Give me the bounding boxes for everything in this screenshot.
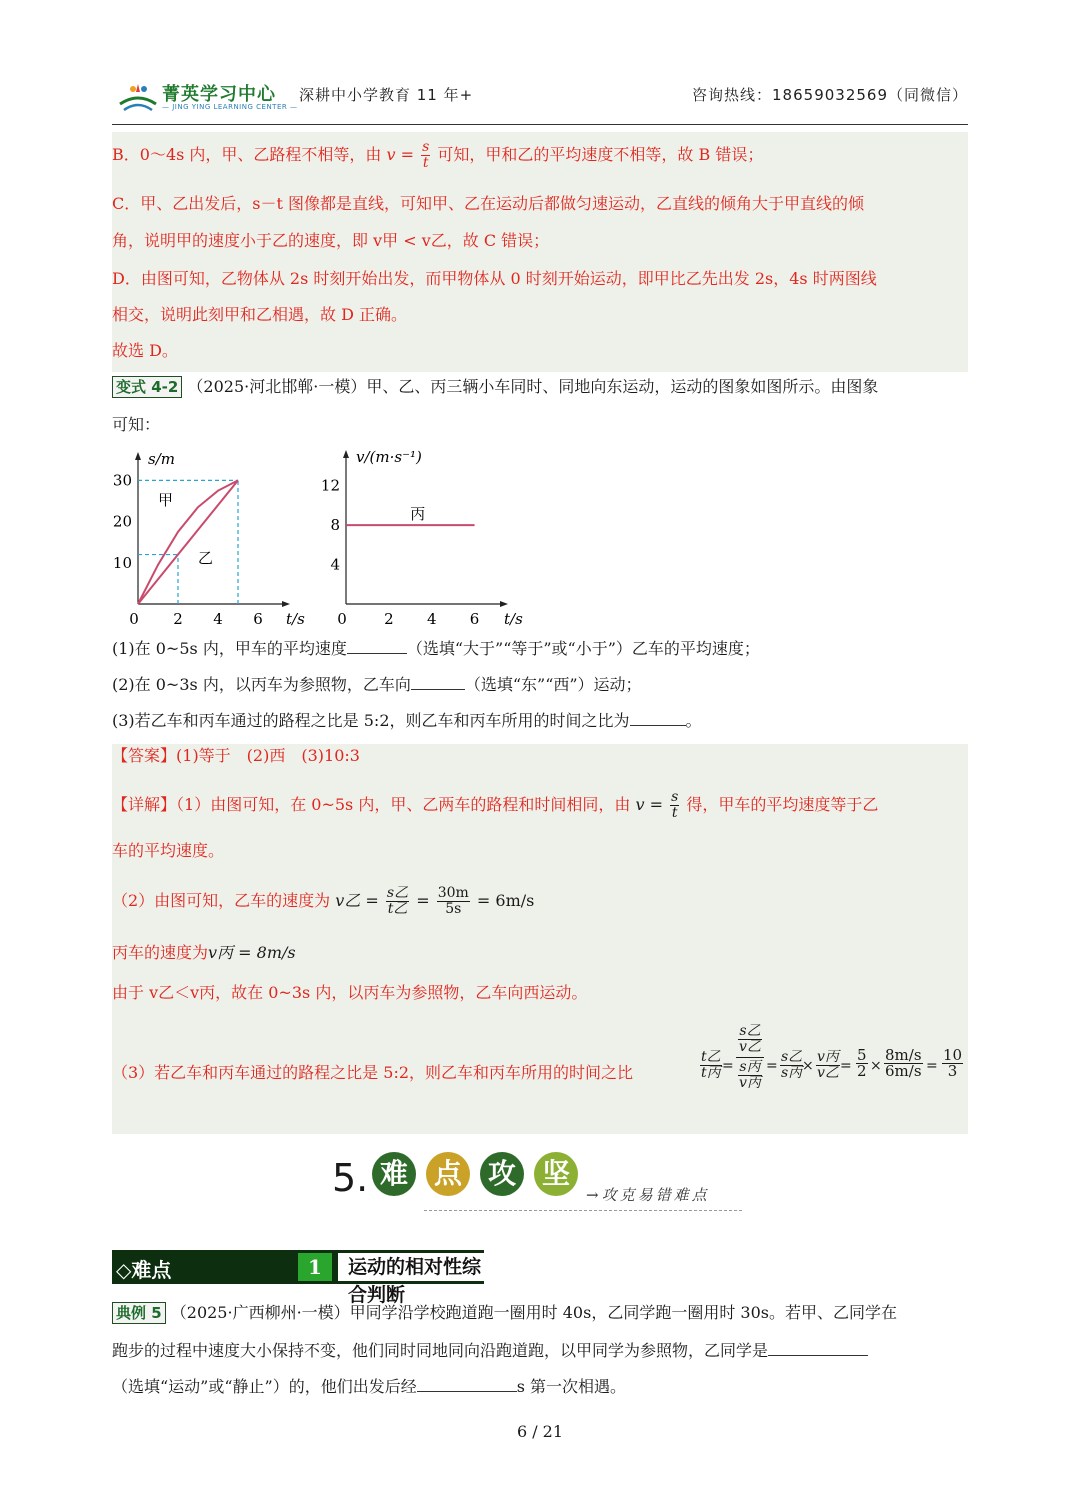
answer-label: 【答案】 [112, 746, 177, 765]
series-label-1: 丙 [410, 505, 426, 524]
question-1-a: (1)在 0~5s 内，甲车的平均速度 [112, 639, 347, 658]
detail-2-fraction-2 [437, 886, 470, 917]
frac-den: s丙 [781, 1065, 803, 1081]
logo-icon [116, 80, 160, 114]
frac-den: t乙 [387, 901, 408, 917]
detail-1-a: （1）由图可知，在 0~5s 内，甲、乙两车的路程和时间相同，由 [176, 795, 631, 814]
header-divider [112, 124, 968, 125]
option-d-line1: D．由图可知，乙物体从 2s 时刻开始出发，而甲物体从 0 时刻开始运动，即甲比乙先出发 2s，4s 时两图线 [112, 269, 877, 288]
x-tick-label: 4 [213, 610, 223, 628]
detail-line-5 [112, 1060, 633, 1086]
question-3-a: (3)若乙车和丙车通过的路程之比是 5:2，则乙车和丙车所用的时间之比为 [112, 711, 630, 730]
frac-num: 10 [943, 1046, 963, 1064]
header-hotline: 咨询热线：18659032569（同微信） [692, 86, 968, 104]
detail-2-a: （2）由图可知，乙车的速度为 [112, 891, 331, 910]
frac-num: 5 [857, 1046, 867, 1064]
example-text-3b: s 第一次相遇。 [516, 1377, 627, 1396]
detail-line-2 [112, 886, 534, 917]
question-2-a: (2)在 0~3s 内，以丙车为参照物，乙车向 [112, 675, 411, 694]
frac-den: v丙 [739, 1075, 761, 1091]
frac-num: s [422, 139, 430, 155]
detail-1-v: v = [635, 795, 663, 814]
header [112, 78, 968, 122]
frac-num: s乙 [739, 1023, 761, 1039]
y-tick-label: 10 [112, 553, 132, 572]
frac-num: 30m [437, 885, 469, 901]
frac-num: s乙 [386, 885, 409, 901]
question-3-b: 。 [685, 711, 702, 730]
difficulty-title-bar [112, 1250, 484, 1306]
answer-blank-3[interactable] [630, 725, 686, 726]
variant-stem-line2: 可知： [112, 415, 161, 434]
equals-sign: = [926, 1058, 938, 1074]
equals-sign: = [840, 1058, 852, 1074]
eq-cf-den [738, 1060, 762, 1091]
detail-1-fraction [670, 790, 679, 821]
example-tag: 典例 5 [112, 1302, 166, 1324]
example-line-3 [112, 1374, 626, 1400]
detail-line-1c: 车的平均速度。 [112, 841, 225, 860]
section-subtitle: →攻克易错难点 [586, 1186, 710, 1204]
equals-sign: = [722, 1058, 734, 1074]
y-tick-label: 8 [330, 516, 340, 535]
frac-num: 8m/s [885, 1046, 922, 1064]
eq-frac-result [942, 1048, 963, 1079]
x-tick-label: 4 [426, 610, 437, 628]
y-tick-label: 20 [112, 512, 132, 531]
frac-num: s [671, 789, 679, 805]
option-c-line2: 角，说明甲的速度小于乙的速度，即 v甲 < v乙，故 C 错误； [112, 231, 550, 250]
example-blank-1[interactable] [768, 1355, 868, 1356]
x-tick-label: 2 [173, 610, 183, 628]
y-axis-label: s/m [148, 450, 175, 468]
y-axis-label: v/(m·s⁻¹) [356, 448, 422, 466]
question-2-b: （选填“东”“西”）运动； [464, 675, 642, 694]
frac-den: t [671, 805, 678, 821]
example-text-2: 跑步的过程中速度大小保持不变，他们同时同地同向沿跑道跑，以甲同学为参照物，乙同学是 [112, 1341, 769, 1360]
detail-line-3 [112, 940, 296, 966]
difficulty-prefix: ◇难点 [116, 1258, 172, 1282]
y-tick-label: 12 [320, 476, 340, 495]
section-5-banner [330, 1150, 750, 1214]
question-1-b: （选填“大于”“等于”或“小于”）乙车的平均速度； [406, 639, 760, 658]
detail-3-a: 丙车的速度为 [112, 943, 209, 962]
page-number: 6 / 21 [516, 1422, 564, 1441]
x-tick-label: 0 [129, 610, 139, 628]
eq-frac-v [816, 1050, 840, 1081]
x-axis-arrow [282, 601, 290, 607]
detail-2-fraction-1 [386, 886, 409, 917]
detail-2-result: = 6m/s [476, 891, 535, 910]
x-tick-label: 6 [253, 610, 263, 628]
frac-den: t [422, 155, 429, 171]
section-char-4: 坚 [534, 1152, 578, 1196]
answer-blank-2[interactable] [411, 689, 465, 690]
eq-compound-fraction [736, 1024, 764, 1091]
eq-cf-bar [736, 1057, 764, 1058]
frac-den: v乙 [739, 1039, 761, 1055]
section-char-2: 点 [426, 1152, 470, 1196]
eq-frac-s [780, 1050, 803, 1081]
frac-num: v丙 [817, 1049, 839, 1065]
detail-line-1 [112, 790, 878, 821]
choice-line: 故选 D。 [112, 341, 178, 360]
option-b-fraction [421, 140, 430, 171]
eq-frac-52 [856, 1048, 868, 1079]
section-underline [424, 1210, 742, 1211]
example-blank-2[interactable] [417, 1391, 517, 1392]
section-char-3: 攻 [480, 1152, 524, 1196]
detail-1-b: 得，甲车的平均速度等于乙 [686, 795, 879, 814]
logo-subtitle: — JING YING LEARNING CENTER — [162, 103, 298, 111]
header-motto: 深耕中小学教育 11 年+ [299, 86, 474, 104]
frac-den: 6m/s [885, 1062, 922, 1080]
option-b-text: B．0～4s 内，甲、乙路程不相等，由 [112, 145, 382, 164]
series-line-2 [138, 480, 238, 604]
x-tick-label: 2 [384, 610, 394, 628]
detail-label: 【详解】 [112, 795, 177, 814]
option-b-line [112, 140, 763, 171]
y-tick-label: 30 [112, 471, 132, 490]
eq-frac-t [700, 1050, 722, 1081]
y-axis-arrow [135, 452, 141, 460]
section-number: 5. [332, 1156, 369, 1200]
x-axis-label: t/s [286, 610, 305, 628]
eq-cf-num [738, 1024, 762, 1055]
frac-den: 2 [857, 1062, 867, 1080]
x-axis-arrow [500, 601, 508, 607]
detail-5-a: （3）若乙车和丙车通过的路程之比是 5:2，则乙车和丙车所用的时间之比 [112, 1063, 634, 1082]
option-b-v: v = [386, 145, 415, 164]
frac-num: s丙 [739, 1059, 761, 1075]
variant-stem-text: （2025·河北邯郸·一模）甲、乙、丙三辆小车同时、同地向东运动，运动的图象如图所示。由图象 [187, 377, 879, 396]
equals-sign: = [766, 1058, 778, 1074]
frac-num: t乙 [701, 1049, 721, 1065]
series-label-2: 乙 [198, 548, 214, 567]
eq-frac-speeds [884, 1048, 923, 1079]
times-sign: × [870, 1058, 882, 1074]
x-tick-label: 6 [469, 610, 480, 628]
example-line-2 [112, 1338, 868, 1364]
st-chart [108, 452, 308, 630]
question-2 [112, 672, 642, 698]
question-1 [112, 636, 760, 662]
difficulty-title: 运动的相对性综合判断 [338, 1253, 490, 1281]
vt-chart [320, 446, 523, 630]
detail-3-b: v丙 = 8m/s [208, 943, 296, 962]
frac-den: v乙 [817, 1065, 839, 1081]
y-axis-arrow [343, 450, 349, 458]
difficulty-number: 1 [298, 1253, 332, 1281]
x-axis-label: t/s [504, 610, 523, 628]
answer-text: (1)等于 (2)西 (3)10:3 [176, 746, 360, 765]
detail-line-4: 由于 v乙＜v丙，故在 0~3s 内，以丙车为参照物，乙车向西运动。 [112, 983, 588, 1002]
frac-den: t丙 [701, 1065, 721, 1081]
equals-sign: = [416, 891, 430, 910]
x-tick-label: 0 [337, 610, 347, 628]
answer-blank-1[interactable] [347, 653, 407, 654]
times-sign: × [802, 1058, 814, 1074]
series-label-1: 甲 [158, 491, 174, 510]
example-text-1: （2025·广西柳州·一模）甲同学沿学校跑道跑一圈用时 40s，乙同学跑一圈用时 30s。若甲、乙同学在 [170, 1303, 897, 1322]
detail-5-equation [698, 1022, 968, 1122]
option-d-line2: 相交，说明此刻甲和乙相遇，故 D 正确。 [112, 305, 408, 324]
variant-stem-line1 [112, 374, 878, 400]
answer-line [112, 743, 360, 769]
logo-title: 菁英学习中心 [162, 84, 276, 105]
variant-tag: 变式 4-2 [112, 376, 182, 398]
y-tick-label: 4 [330, 555, 340, 574]
example-text-3a: （选填“运动”或“静止”）的，他们出发后经 [112, 1377, 417, 1396]
section-char-1: 难 [372, 1152, 416, 1196]
frac-den: 3 [947, 1062, 958, 1080]
detail-2-v: v乙 = [335, 891, 379, 910]
frac-num: s乙 [781, 1049, 803, 1065]
option-b-suffix: 可知，甲和乙的平均速度不相等，故 B 错误； [437, 145, 764, 164]
option-c-line1: C．甲、乙出发后，s－t 图像都是直线，可知甲、乙在运动后都做匀速运动，乙直线的倾角大于甲直线的倾 [112, 194, 864, 213]
frac-den: 5s [445, 901, 462, 917]
question-3 [112, 708, 702, 734]
example-line-1 [112, 1300, 897, 1326]
